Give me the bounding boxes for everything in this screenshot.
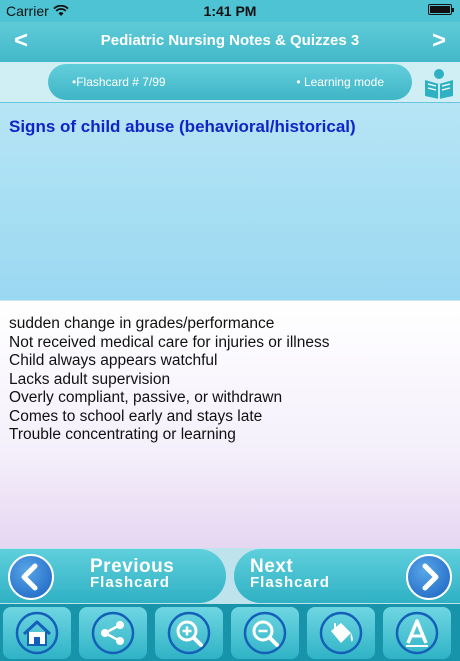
theme-color-button[interactable] — [307, 607, 375, 659]
answer-panel — [0, 300, 460, 548]
page-title: Pediatric Nursing Notes & Quizzes 3 — [100, 32, 360, 49]
chevron-left-icon — [8, 554, 54, 600]
next-flashcard-button[interactable] — [234, 549, 460, 603]
next-label — [250, 556, 330, 591]
answer-line: Lacks adult supervision — [9, 370, 171, 388]
chevron-right-icon — [406, 554, 452, 600]
back-arrow-button[interactable]: < — [13, 27, 28, 54]
previous-label-bottom: Flashcard — [90, 574, 170, 591]
answer-line: Child always appears watchful — [9, 352, 218, 369]
status-right — [428, 4, 452, 15]
question-panel — [0, 102, 460, 300]
status-time: 1:41 PM — [203, 3, 257, 19]
home-icon — [13, 611, 61, 655]
previous-label — [90, 556, 175, 591]
info-row — [0, 62, 460, 102]
previous-flashcard-button[interactable] — [0, 549, 226, 603]
answer-line: Trouble concentrating or learning — [9, 426, 236, 443]
answer-line: sudden change in grades/performance — [9, 315, 275, 332]
next-label-bottom: Flashcard — [250, 574, 330, 591]
flashcard-question: Signs of child abuse (behavioral/historical) — [9, 117, 356, 136]
answer-line: Not received medical care for injuries or illness — [9, 333, 330, 351]
share-button[interactable] — [79, 607, 147, 659]
home-button[interactable] — [3, 607, 71, 659]
flashcard-counter: •Flashcard # 7/99 — [72, 75, 166, 89]
book-reader-icon[interactable] — [422, 66, 456, 100]
zoom-out-button[interactable] — [231, 607, 299, 659]
zoom-in-button[interactable] — [155, 607, 223, 659]
carrier-label: Carrier — [6, 3, 49, 19]
learning-mode-label: • Learning mode — [296, 75, 384, 89]
share-icon — [89, 611, 137, 655]
next-label-top: Next — [250, 556, 294, 577]
flashcard-info-pill — [48, 64, 412, 100]
bottom-toolbar — [0, 604, 460, 661]
font-icon — [393, 611, 441, 655]
answer-line: Comes to school early and stays late — [9, 407, 263, 425]
zoom-out-icon — [241, 611, 289, 655]
status-bar — [0, 0, 460, 22]
previous-circle — [8, 554, 54, 600]
answer-line: Overly compliant, passive, or withdrawn — [9, 389, 283, 406]
battery-icon — [428, 4, 452, 15]
paint-bucket-icon — [317, 611, 365, 655]
zoom-in-icon — [165, 611, 213, 655]
nav-bar — [0, 22, 460, 62]
forward-arrow-button[interactable]: > — [431, 27, 446, 54]
flashcard-navigation — [0, 548, 460, 604]
answer-list — [9, 315, 329, 445]
next-circle — [406, 554, 452, 600]
font-size-button[interactable] — [383, 607, 451, 659]
previous-label-top: Previous — [90, 556, 175, 577]
